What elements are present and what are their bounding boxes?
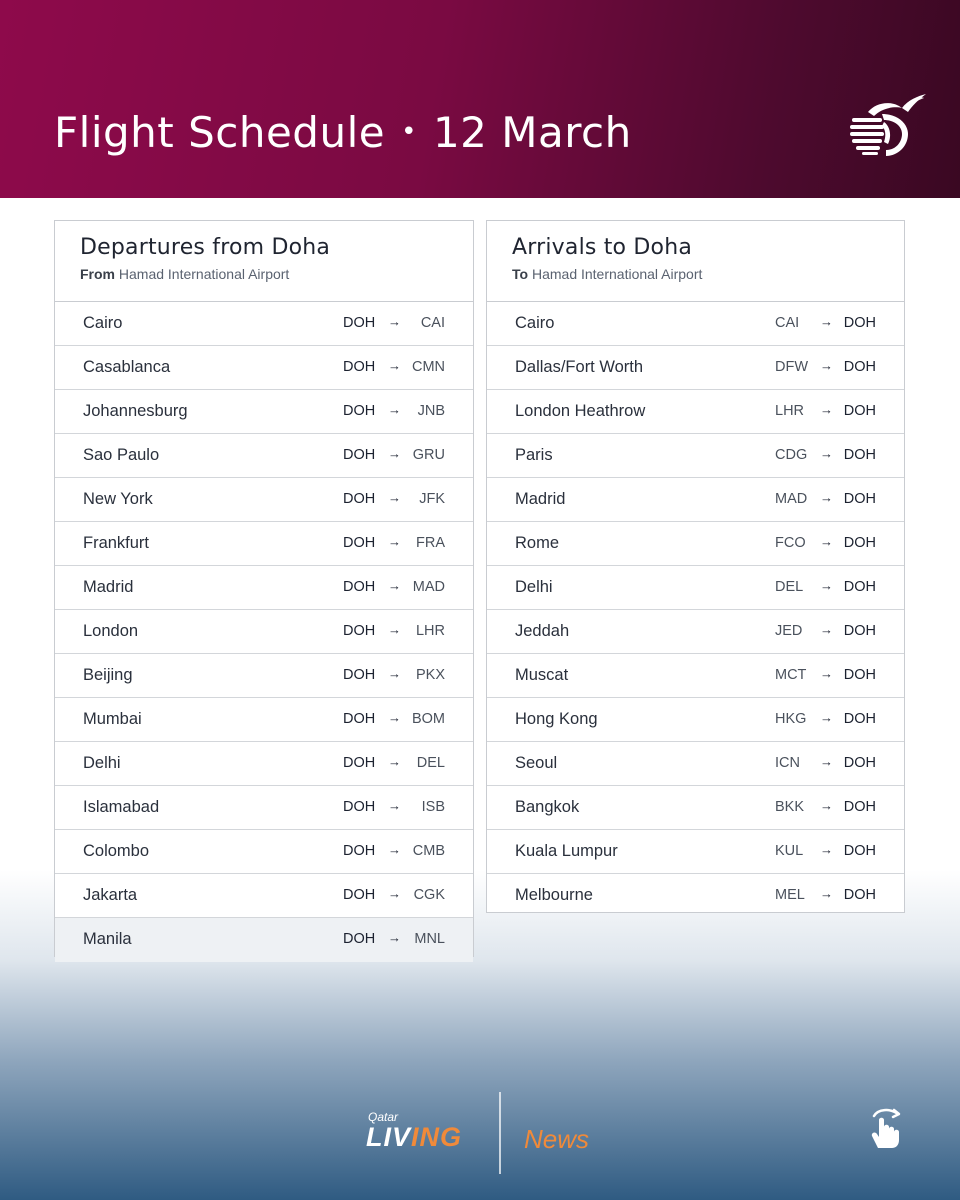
origin-code: CAI: [775, 315, 800, 331]
origin-code: KUL: [775, 843, 804, 859]
departure-row: [55, 346, 473, 390]
arrow-right-icon: →: [388, 578, 401, 593]
origin-city: Delhi: [515, 578, 553, 596]
departure-row: [55, 478, 473, 522]
destination-code: DEL: [416, 755, 445, 771]
origin-code: DOH: [343, 447, 376, 463]
departure-row: [55, 522, 473, 566]
departure-row: [55, 654, 473, 698]
arrow-right-icon: →: [388, 842, 401, 857]
origin-code: DFW: [775, 359, 809, 375]
departure-row: [55, 786, 473, 830]
arrow-right-icon: →: [820, 842, 833, 857]
arrow-right-icon: →: [388, 930, 401, 945]
swipe-hand-icon: [866, 1106, 906, 1150]
arrival-row: [487, 654, 904, 698]
origin-code: DOH: [343, 843, 376, 859]
destination-city: Manila: [83, 930, 132, 948]
arrow-right-icon: →: [388, 446, 401, 461]
qatar-living-news-logo: [366, 1100, 606, 1180]
arrivals-subtitle: [512, 266, 904, 282]
arrival-row: [487, 390, 904, 434]
arrow-right-icon: →: [388, 534, 401, 549]
departures-title: Departures from Doha: [80, 235, 331, 260]
destination-city: Delhi: [83, 754, 121, 772]
destination-code: DOH: [843, 579, 876, 595]
origin-code: HKG: [775, 711, 807, 727]
arrival-row: [487, 434, 904, 478]
destination-code: DOH: [843, 623, 876, 639]
destination-code: DOH: [843, 843, 876, 859]
departure-row: [55, 742, 473, 786]
destination-code: LHR: [415, 623, 445, 639]
qatar-airways-oryx-logo-icon: [846, 92, 928, 162]
destination-code: DOH: [843, 755, 876, 771]
arrow-right-icon: →: [388, 490, 401, 505]
destination-code: JNB: [417, 403, 445, 419]
arrival-row: [487, 610, 904, 654]
destination-code: DOH: [843, 359, 876, 375]
departure-row: [55, 434, 473, 478]
arrival-row: [487, 566, 904, 610]
destination-city: Madrid: [83, 578, 134, 596]
origin-city: Madrid: [515, 490, 566, 508]
brand-small: Qatar: [368, 1110, 399, 1124]
departures-list: [55, 302, 473, 962]
destination-code: JFK: [419, 491, 445, 507]
arrow-right-icon: →: [820, 402, 833, 417]
origin-code: LHR: [775, 403, 805, 419]
destination-city: Jakarta: [83, 886, 138, 904]
destination-code: DOH: [843, 887, 876, 903]
arrival-row: [487, 698, 904, 742]
arrivals-title: Arrivals to Doha: [512, 235, 693, 260]
destination-code: DOH: [843, 535, 876, 551]
origin-code: DOH: [343, 315, 376, 331]
arrow-right-icon: →: [820, 358, 833, 373]
arrival-row: [487, 522, 904, 566]
departures-panel: [54, 220, 474, 957]
arrow-right-icon: →: [388, 402, 401, 417]
origin-city: Paris: [515, 446, 553, 464]
destination-code: DOH: [843, 799, 876, 815]
origin-code: DOH: [343, 359, 376, 375]
destination-code: CMB: [412, 843, 445, 859]
destination-city: New York: [83, 490, 153, 508]
arrow-right-icon: →: [388, 314, 401, 329]
arrow-right-icon: →: [820, 798, 833, 813]
origin-city: Cairo: [515, 314, 555, 332]
departure-row: [55, 698, 473, 742]
departures-subtitle: [80, 266, 473, 282]
departure-row: [55, 830, 473, 874]
departures-header: [55, 221, 473, 302]
departure-row: [55, 566, 473, 610]
origin-code: JED: [775, 623, 803, 639]
destination-code: DOH: [843, 491, 876, 507]
origin-city: Seoul: [515, 754, 558, 772]
departure-row: [55, 918, 473, 962]
arrow-right-icon: →: [388, 754, 401, 769]
brand-news: News: [524, 1124, 590, 1154]
departure-row: [55, 874, 473, 918]
arrivals-header: [487, 221, 904, 302]
departure-row: [55, 390, 473, 434]
arrival-row: [487, 478, 904, 522]
destination-code: CMN: [411, 359, 445, 375]
origin-code: ICN: [775, 755, 800, 771]
destination-code: BOM: [411, 711, 445, 727]
destination-code: FRA: [416, 535, 445, 551]
origin-code: DOH: [343, 887, 376, 903]
departure-row: [55, 610, 473, 654]
origin-code: MAD: [775, 491, 808, 507]
destination-city: Casablanca: [83, 358, 171, 376]
origin-code: DOH: [343, 535, 376, 551]
arrow-right-icon: →: [820, 490, 833, 505]
arrow-right-icon: →: [388, 798, 401, 813]
title-text: Flight Schedule: [54, 108, 386, 157]
origin-code: BKK: [775, 799, 805, 815]
destination-code: DOH: [843, 315, 876, 331]
destination-code: DOH: [843, 447, 876, 463]
arrow-right-icon: →: [820, 314, 833, 329]
origin-city: London Heathrow: [515, 402, 646, 420]
departures-sub-airport: Hamad International Airport: [118, 266, 290, 282]
brand-divider: [499, 1092, 501, 1174]
arrow-right-icon: →: [388, 886, 401, 901]
origin-code: DOH: [343, 799, 376, 815]
departure-row: [55, 302, 473, 346]
origin-code: DOH: [343, 623, 376, 639]
destination-city: Johannesburg: [83, 402, 188, 420]
origin-code: DOH: [343, 931, 376, 947]
destination-city: Sao Paulo: [83, 446, 160, 464]
departures-sub-prefix: From: [80, 266, 115, 282]
origin-city: Melbourne: [515, 886, 593, 904]
destination-code: CGK: [413, 887, 445, 903]
destination-code: DOH: [843, 711, 876, 727]
header-banner: [0, 0, 960, 198]
arrow-right-icon: →: [820, 710, 833, 725]
origin-city: Kuala Lumpur: [515, 842, 618, 860]
origin-code: DEL: [775, 579, 804, 595]
origin-code: DOH: [343, 403, 376, 419]
origin-city: Jeddah: [515, 622, 570, 640]
destination-code: PKX: [415, 667, 445, 683]
arrow-right-icon: →: [820, 886, 833, 901]
title-separator: •: [401, 116, 417, 147]
destination-code: ISB: [421, 799, 445, 815]
arrow-right-icon: →: [388, 710, 401, 725]
brand-big-b: ING: [411, 1122, 463, 1152]
arrow-right-icon: →: [820, 622, 833, 637]
arrow-right-icon: →: [820, 578, 833, 593]
origin-code: CDG: [775, 447, 808, 463]
destination-city: Cairo: [83, 314, 123, 332]
title-date: 12 March: [432, 108, 632, 157]
arrow-right-icon: →: [820, 446, 833, 461]
destination-code: MNL: [414, 931, 445, 947]
destination-code: DOH: [843, 667, 876, 683]
destination-city: Colombo: [83, 842, 150, 860]
arrivals-panel: [486, 220, 905, 913]
arrival-row: [487, 830, 904, 874]
destination-code: GRU: [412, 447, 445, 463]
arrival-row: [487, 742, 904, 786]
destination-code: DOH: [843, 403, 876, 419]
arrival-row: [487, 302, 904, 346]
arrow-right-icon: →: [388, 666, 401, 681]
destination-city: Beijing: [83, 666, 133, 684]
page-title: [54, 108, 632, 157]
origin-code: FCO: [775, 535, 806, 551]
origin-code: DOH: [343, 667, 376, 683]
destination-code: MAD: [412, 579, 445, 595]
brand-big-a: LIV: [366, 1122, 412, 1152]
destination-code: CAI: [420, 315, 445, 331]
destination-city: Frankfurt: [83, 534, 150, 552]
arrival-row: [487, 874, 904, 918]
arrow-right-icon: →: [820, 534, 833, 549]
arrow-right-icon: →: [388, 358, 401, 373]
origin-code: DOH: [343, 579, 376, 595]
brand-big: [366, 1122, 462, 1153]
origin-code: DOH: [343, 755, 376, 771]
arrivals-sub-airport: Hamad International Airport: [531, 266, 703, 282]
origin-city: Muscat: [515, 666, 569, 684]
arrivals-list: [487, 302, 904, 918]
destination-city: Mumbai: [83, 710, 142, 728]
origin-code: MEL: [775, 887, 805, 903]
destination-city: London: [83, 622, 139, 640]
origin-city: Hong Kong: [515, 710, 598, 728]
arrival-row: [487, 786, 904, 830]
arrow-right-icon: →: [388, 622, 401, 637]
origin-code: DOH: [343, 491, 376, 507]
origin-city: Bangkok: [515, 798, 580, 816]
origin-code: DOH: [343, 711, 376, 727]
arrow-right-icon: →: [820, 666, 833, 681]
destination-city: Islamabad: [83, 798, 160, 816]
arrow-right-icon: →: [820, 754, 833, 769]
origin-code: MCT: [775, 667, 807, 683]
origin-city: Rome: [515, 534, 560, 552]
arrivals-sub-prefix: To: [512, 266, 529, 282]
arrival-row: [487, 346, 904, 390]
origin-city: Dallas/Fort Worth: [515, 358, 644, 376]
